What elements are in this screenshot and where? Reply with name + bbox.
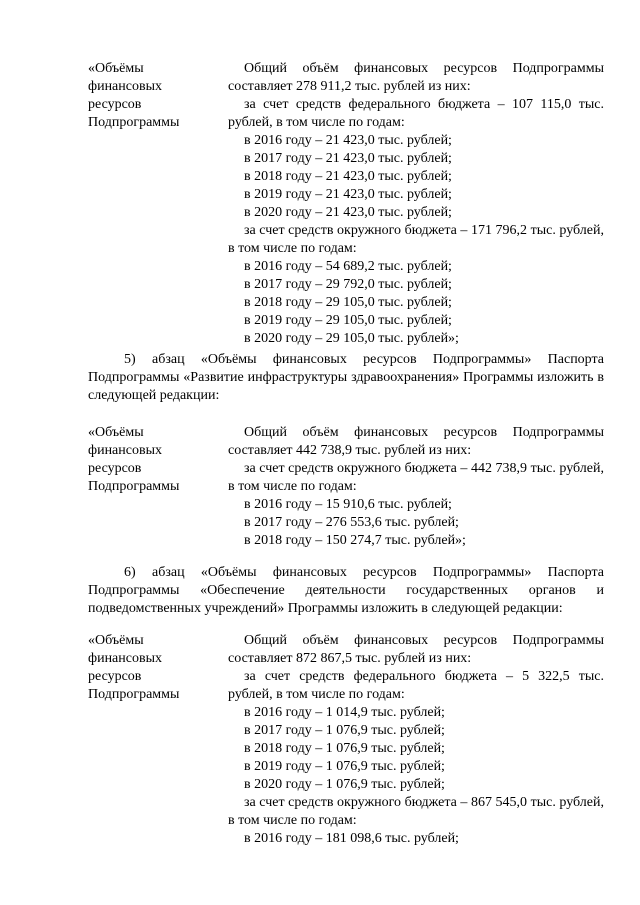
year-line: в 2017 году – 21 423,0 тыс. рублей; <box>244 151 452 166</box>
year-line: в 2018 году – 1 076,9 тыс. рублей; <box>244 741 445 756</box>
amendment-paragraph-6: 6) абзац «Объёмы финансовых ресурсов Подпрограммы» Паспорта Подпрограммы «Обеспечение деятельности государственных органов и подведомственных учреждений» Программы изложить в следующей редакции: <box>88 565 604 616</box>
funding-text-2 <box>228 424 604 550</box>
district-funding-text: за счет средств окружного бюджета – 171 796,2 тыс. рублей, в том числе по годам: <box>228 223 604 256</box>
year-line: в 2017 году – 276 553,6 тыс. рублей; <box>244 515 459 530</box>
year-line: в 2019 году – 29 105,0 тыс. рублей; <box>244 313 452 328</box>
year-line: в 2019 году – 1 076,9 тыс. рублей; <box>244 759 445 774</box>
label-line: Подпрограммы <box>88 479 180 494</box>
year-line: в 2016 году – 15 910,6 тыс. рублей; <box>244 497 452 512</box>
year-line: в 2017 году – 1 076,9 тыс. рублей; <box>244 723 445 738</box>
district-funding-text: за счет средств окружного бюджета – 442 738,9 тыс. рублей, в том числе по годам: <box>228 461 604 494</box>
label-line: финансовых <box>88 443 162 458</box>
district-funding-text: за счет средств окружного бюджета – 867 545,0 тыс. рублей, в том числе по годам: <box>228 795 604 828</box>
label-line: Подпрограммы <box>88 687 180 702</box>
funding-label-1 <box>88 60 228 348</box>
year-line: в 2020 году – 29 105,0 тыс. рублей»; <box>244 331 459 346</box>
label-line: ресурсов <box>88 669 142 684</box>
year-line: в 2020 году – 21 423,0 тыс. рублей; <box>244 205 452 220</box>
label-line: «Объёмы <box>88 633 144 648</box>
federal-funding-text: за счет средств федерального бюджета – 107 115,0 тыс. рублей, в том числе по годам: <box>228 97 604 130</box>
federal-funding-text: за счет средств федерального бюджета – 5 322,5 тыс. рублей, в том числе по годам: <box>228 669 604 702</box>
year-line: в 2019 году – 21 423,0 тыс. рублей; <box>244 187 452 202</box>
year-line: в 2016 году – 21 423,0 тыс. рублей; <box>244 133 452 148</box>
total-funding-text: Общий объём финансовых ресурсов Подпрограммы составляет 278 911,2 тыс. рублей из них: <box>228 61 604 94</box>
label-line: ресурсов <box>88 461 142 476</box>
funding-label-2 <box>88 424 228 550</box>
year-line: в 2018 году – 150 274,7 тыс. рублей»; <box>244 533 466 548</box>
label-line: финансовых <box>88 651 162 666</box>
year-line: в 2017 году – 29 792,0 тыс. рублей; <box>244 277 452 292</box>
funding-block-1 <box>88 60 604 348</box>
year-line: в 2018 году – 21 423,0 тыс. рублей; <box>244 169 452 184</box>
total-funding-text: Общий объём финансовых ресурсов Подпрограммы составляет 442 738,9 тыс. рублей из них: <box>228 425 604 458</box>
funding-block-3 <box>88 632 604 848</box>
label-line: «Объёмы <box>88 61 144 76</box>
total-funding-text: Общий объём финансовых ресурсов Подпрограммы составляет 872 867,5 тыс. рублей из них: <box>228 633 604 666</box>
funding-label-3 <box>88 632 228 848</box>
label-line: «Объёмы <box>88 425 144 440</box>
funding-block-2 <box>88 424 604 550</box>
funding-text-1 <box>228 60 604 348</box>
label-line: финансовых <box>88 79 162 94</box>
year-line: в 2020 году – 1 076,9 тыс. рублей; <box>244 777 445 792</box>
amendment-paragraph-5: 5) абзац «Объёмы финансовых ресурсов Подпрограммы» Паспорта Подпрограммы «Развитие инфраструктуры здравоохранения» Программы изложить в следующей редакции: <box>88 352 604 403</box>
label-line: ресурсов <box>88 97 142 112</box>
year-line: в 2016 году – 54 689,2 тыс. рублей; <box>244 259 452 274</box>
year-line: в 2018 году – 29 105,0 тыс. рублей; <box>244 295 452 310</box>
year-line: в 2016 году – 181 098,6 тыс. рублей; <box>244 831 459 846</box>
year-line: в 2016 году – 1 014,9 тыс. рублей; <box>244 705 445 720</box>
label-line: Подпрограммы <box>88 115 180 130</box>
funding-text-3 <box>228 632 604 848</box>
